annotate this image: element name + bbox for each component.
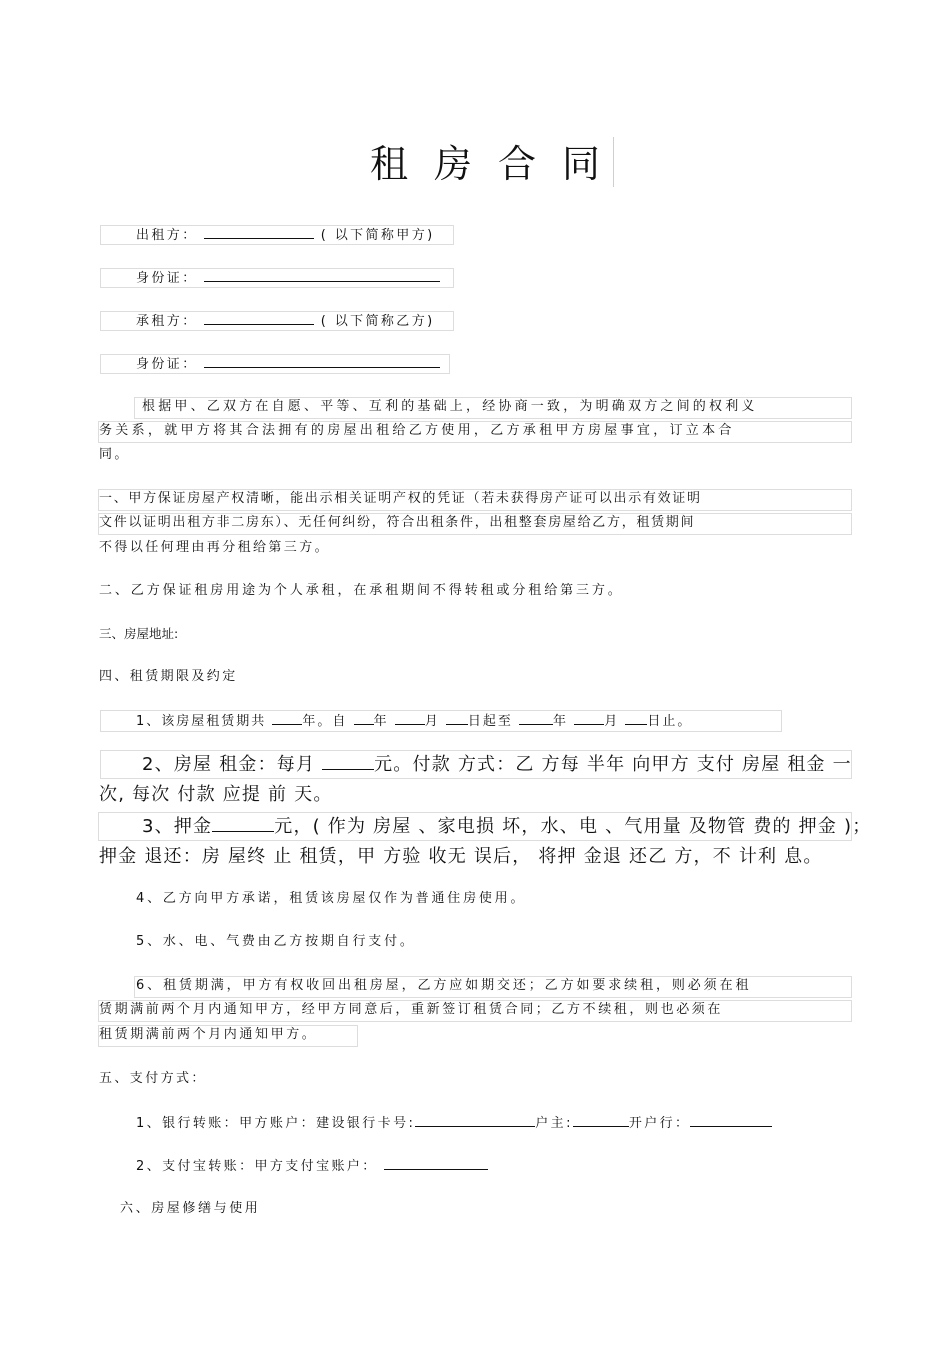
lessee-id-label: 身份证：	[136, 357, 198, 372]
start-year-blank[interactable]	[354, 710, 374, 725]
clause4-item2-line2: 次, 每次 付款 应提 前 天。	[99, 784, 333, 805]
account-holder-label: 户主:	[535, 1116, 573, 1131]
account-holder-blank[interactable]	[573, 1112, 629, 1127]
month-text: 月	[424, 714, 440, 729]
clause6-heading: 六、房屋修缮与使用	[120, 1201, 261, 1216]
term-from-text: 年。自	[302, 714, 348, 729]
lessor-suffix: ( 以下简称甲方)	[320, 228, 435, 243]
lessee-label: 承租方：	[136, 314, 198, 329]
clause3: 三、房屋地址:	[99, 626, 179, 641]
bank-card-label: 1、银行转账：甲方账户：建设银行卡号:	[136, 1116, 416, 1131]
clause4-item3-line1	[142, 813, 871, 840]
clause4-item3-line2: 押金 退还：房 屋终 止 租赁，甲 方验 收无 误后， 将押 金退 还乙 方，不 计利 息。	[99, 846, 823, 867]
clause1-line-3: 不得以任何理由再分租给第三方。	[99, 540, 331, 555]
start-month-blank[interactable]	[395, 710, 425, 725]
clause4-heading: 四、租赁期限及约定	[99, 669, 238, 684]
clause4-item1	[136, 710, 692, 732]
month-text-2: 月	[604, 714, 620, 729]
year-text: 年	[373, 714, 389, 729]
page-title: 租房合同	[370, 142, 627, 186]
day-to-text: 日起至	[467, 714, 513, 729]
lessee-line	[136, 310, 435, 332]
intro-line-1: 根据甲、乙双方在自愿、平等、互利的基础上，经协商一致，为明确双方之间的权利义	[142, 399, 758, 414]
lessee-blank[interactable]	[204, 310, 314, 325]
end-day-blank[interactable]	[625, 710, 647, 725]
start-day-blank[interactable]	[446, 710, 468, 725]
bank-branch-label: 开户行：	[628, 1116, 691, 1131]
deposit-label: 3、押金	[142, 816, 213, 837]
end-text: 日止。	[647, 714, 693, 729]
clause5-heading: 五、支付方式：	[99, 1071, 207, 1086]
bank-card-blank[interactable]	[415, 1112, 535, 1127]
clause4-item2-line1	[142, 751, 852, 778]
clause2: 二、乙方保证租房用途为个人承租，在承租期间不得转租或分租给第三方。	[99, 583, 624, 598]
lessor-line	[136, 224, 435, 246]
alipay-label: 2、支付宝转账：甲方支付宝账户：	[136, 1159, 378, 1174]
rent-payment-text: 元。付款 方式：乙 方每 半年 向甲方 支付 房屋 租金 一	[374, 754, 852, 775]
year-text-2: 年	[553, 714, 569, 729]
lessee-suffix: ( 以下简称乙方)	[320, 314, 435, 329]
lessor-label: 出租方：	[136, 228, 198, 243]
deposit-amount-blank[interactable]	[212, 813, 274, 832]
intro-line-2: 务关系，就甲方将其合法拥有的房屋出租给乙方使用，乙方承租甲方房屋事宜，订立本合	[99, 423, 735, 438]
rent-label: 2、房屋 租金：每月	[142, 754, 316, 775]
term-years-blank[interactable]	[272, 710, 302, 725]
rent-amount-blank[interactable]	[322, 751, 374, 770]
clause1-line-1: 一、甲方保证房屋产权清晰，能出示相关证明产权的凭证（若未获得房产证可以出示有效证明	[99, 491, 702, 506]
lessee-id-blank[interactable]	[204, 353, 440, 368]
clause4-item6-line3: 租赁期满前两个月内通知甲方。	[99, 1027, 318, 1042]
lessor-id-line	[136, 267, 440, 289]
clause4-item6-line1: 6、租赁期满，甲方有权收回出租房屋，乙方应如期交还；乙方如要求续租，则必须在租	[136, 978, 752, 993]
deposit-purpose-text: 元，( 作为 房屋 、家电损 坏，水、电 、气用量 及物管 费的 押金 )；	[274, 816, 872, 837]
clause1-line-2: 文件以证明出租方非二房东）、无任何纠纷，符合出租条件，出租整套房屋给乙方，租赁期间	[99, 515, 696, 530]
intro-line-3: 同。	[99, 447, 130, 462]
bank-branch-blank[interactable]	[690, 1112, 772, 1127]
term-text: 1、该房屋租赁期共	[136, 714, 267, 729]
lessor-id-label: 身份证：	[136, 271, 198, 286]
end-month-blank[interactable]	[574, 710, 604, 725]
lessee-id-line	[136, 353, 440, 375]
alipay-account-blank[interactable]	[384, 1155, 488, 1170]
clause4-item5: 5、水、电、气费由乙方按期自行支付。	[136, 934, 416, 949]
end-year-blank[interactable]	[519, 710, 553, 725]
lessor-blank[interactable]	[204, 224, 314, 239]
clause4-item6-line2: 赁期满前两个月内通知甲方，经甲方同意后，重新签订租赁合同；乙方不续租，则也必须在	[99, 1002, 724, 1017]
clause5-bank-line	[136, 1112, 772, 1134]
clause5-alipay-line	[136, 1155, 488, 1177]
lessor-id-blank[interactable]	[204, 267, 440, 282]
clause4-item4: 4、乙方向甲方承诺，租赁该房屋仅作为普通住房使用。	[136, 891, 527, 906]
